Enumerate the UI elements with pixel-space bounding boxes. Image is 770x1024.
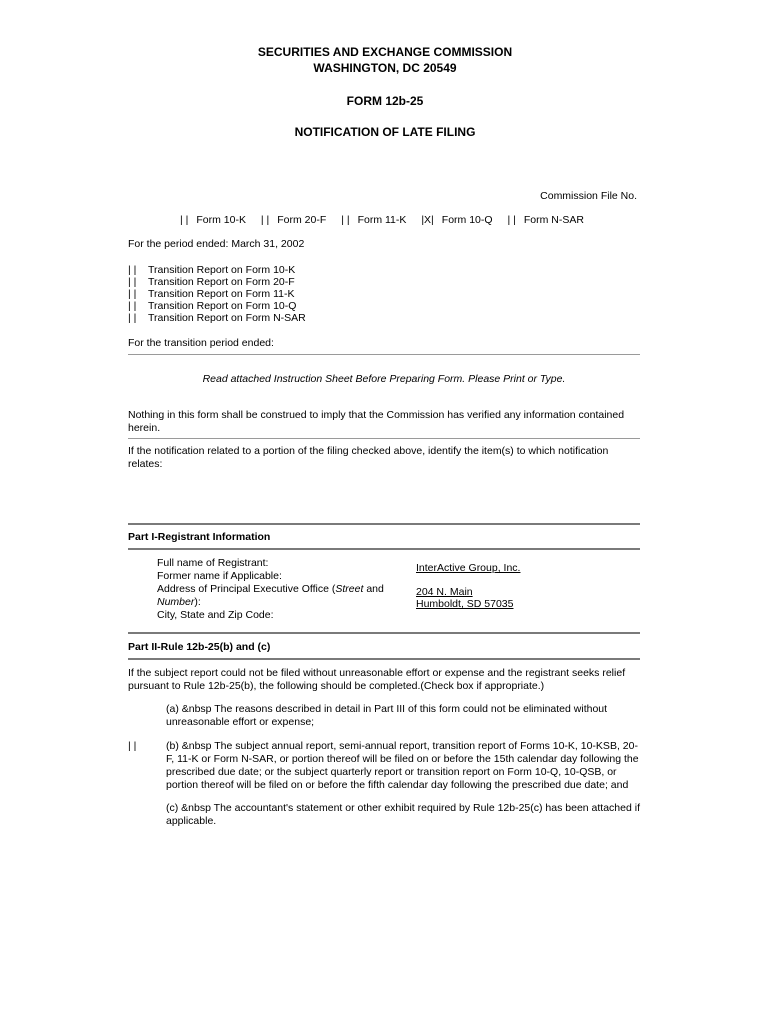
list-item — [128, 312, 306, 324]
address-label-text: ): — [194, 596, 201, 608]
checkbox: | | — [260, 214, 270, 226]
portion-paragraph: If the notification related to a portion of the filing checked above, identify the item(s) to which notification relates: — [128, 445, 609, 470]
checkbox: | | — [341, 214, 350, 226]
address-label-number: Number — [157, 596, 195, 608]
form-option-label: Form 10-K — [196, 214, 246, 226]
checkbox: | | — [128, 312, 137, 324]
list-item — [128, 288, 306, 300]
transition-report-label: Transition Report on Form 10-K — [148, 264, 296, 276]
registrant-name: InterActive Group, Inc. — [416, 562, 521, 574]
divider — [128, 658, 640, 660]
checkbox: | | — [128, 740, 137, 752]
form-option-label: Form 20-F — [277, 214, 327, 226]
transition-report-label: Transition Report on Form N-SAR — [148, 312, 306, 324]
form-option-10k — [180, 214, 246, 227]
form-option-label: Form 10-Q — [441, 214, 493, 226]
full-name-label: Full name of Registrant: — [157, 557, 269, 569]
address-label-cont — [157, 596, 397, 609]
checkbox: | | — [180, 214, 189, 226]
transition-report-list — [128, 264, 306, 324]
transition-report-label: Transition Report on Form 10-Q — [148, 300, 297, 312]
divider — [128, 523, 640, 525]
transition-report-label: Transition Report on Form 20-F — [148, 276, 295, 288]
part2-item-b: (b) &nbsp The subject annual report, semi-annual report, transition report of Forms 10-K, 10-KSB, 20-F, 11-K or Form N-SAR, or portion thereof will be filed on or before the 15th calendar day following the prescribed due date; or the subject quarterly report or transition report on Form 10-Q, 10-QSB, or portion thereof will be filed on or before the fifth calendar day following the prescribed due date; and — [166, 740, 639, 791]
divider — [128, 438, 640, 439]
list-item — [128, 300, 306, 312]
part1-heading: Part I-Registrant Information — [128, 531, 271, 543]
registrant-labels — [157, 557, 397, 622]
divider — [128, 354, 640, 355]
checkbox: | | — [128, 276, 137, 288]
checkbox: | | — [128, 264, 137, 276]
form-option-11k — [341, 214, 406, 227]
agency-address: WASHINGTON, DC 20549 — [313, 61, 457, 75]
disclaimer-paragraph: Nothing in this form shall be construed to imply that the Commission has verified any information contained herein. — [128, 409, 625, 434]
form-option-nsar — [507, 214, 583, 227]
checkbox: | | — [128, 300, 137, 312]
form-option-label: Form 11-K — [357, 214, 407, 226]
checkbox-checked: |X| — [421, 214, 434, 226]
list-item — [128, 276, 306, 288]
divider — [128, 548, 640, 550]
registrant-city: Humboldt, SD 57035 — [416, 598, 514, 610]
period-ended: For the period ended: March 31, 2002 — [128, 238, 305, 250]
form-title: NOTIFICATION OF LATE FILING — [294, 125, 476, 139]
transition-report-label: Transition Report on Form 11-K — [148, 288, 295, 300]
form-option-10q — [421, 214, 492, 227]
commission-file-label: Commission File No. — [540, 190, 637, 202]
form-option-label: Form N-SAR — [523, 214, 584, 226]
address-label-street: Street — [335, 583, 364, 595]
city-label: City, State and Zip Code: — [157, 609, 274, 621]
form-option-20f — [261, 214, 326, 227]
address-label — [157, 583, 397, 596]
list-item — [128, 264, 306, 276]
form-number: FORM 12b-25 — [346, 94, 424, 108]
part2-item-a: (a) &nbsp The reasons described in detail in Part III of this form could not be eliminated without unreasonable effort or expense; — [166, 703, 608, 728]
form-options-row — [180, 214, 640, 227]
former-name-label: Former name if Applicable: — [157, 570, 282, 582]
checkbox: | | — [128, 288, 137, 300]
part2-heading: Part II-Rule 12b-25(b) and (c) — [128, 641, 271, 653]
part2-item-c: (c) &nbsp The accountant's statement or other exhibit required by Rule 12b-25(c) has been attached if applicable. — [166, 802, 640, 827]
address-label-text: and — [363, 583, 384, 595]
divider — [128, 632, 640, 634]
registrant-street: 204 N. Main — [416, 586, 473, 598]
checkbox: | | — [507, 214, 516, 226]
agency-name: SECURITIES AND EXCHANGE COMMISSION — [257, 45, 513, 59]
address-label-text: Address of Principal Executive Office ( — [157, 583, 336, 595]
transition-period-ended: For the transition period ended: — [128, 337, 274, 349]
instruction-note: Read attached Instruction Sheet Before Preparing Form. Please Print or Type. — [202, 373, 566, 385]
part2-intro: If the subject report could not be filed without unreasonable effort or expense and the registrant seeks relief pursuant to Rule 12b-25(b), the following should be completed.(Check box if appropriate.) — [128, 667, 626, 692]
